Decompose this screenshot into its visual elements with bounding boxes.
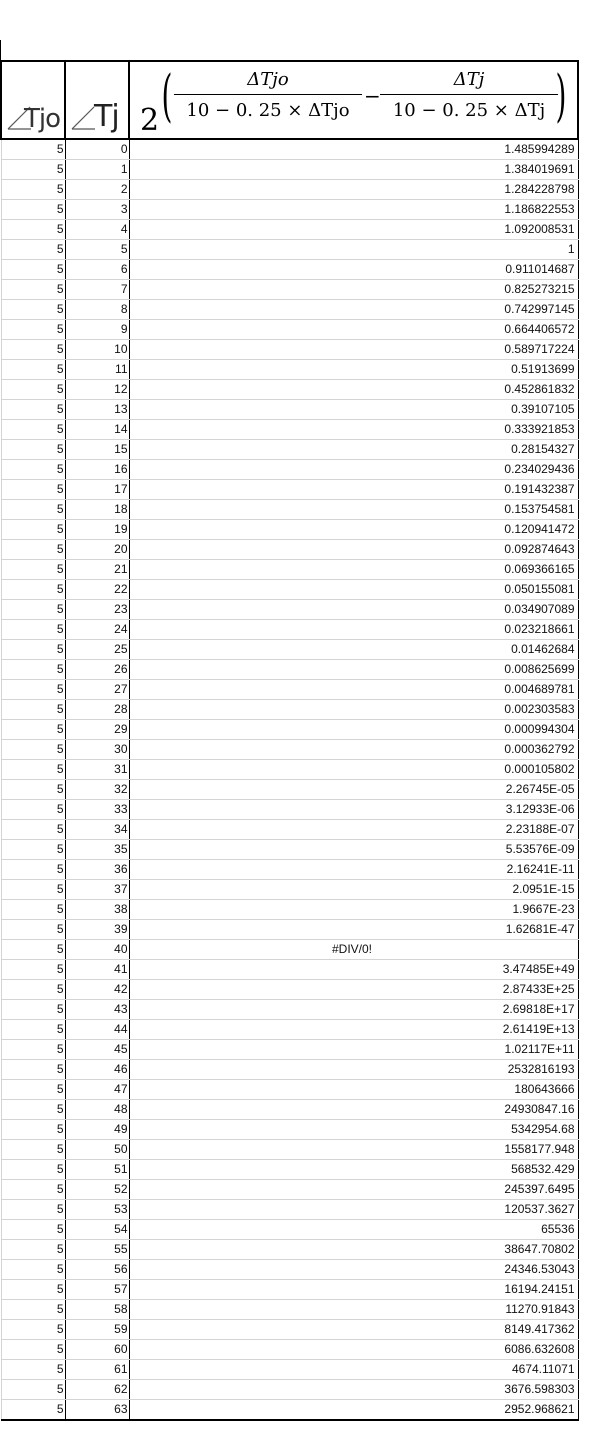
cell-value[interactable]: 180643666 [129,1080,578,1100]
table-row [1,480,578,500]
cell-value[interactable]: 0.28154327 [129,440,578,460]
cell-value[interactable]: 0.069366165 [129,560,578,580]
cell-tjo[interactable]: 5 [1,1000,65,1020]
table-row [1,760,578,780]
cell-value[interactable]: 0.034907089 [129,600,578,620]
cell-tjo[interactable]: 5 [1,980,65,1000]
cell-tj[interactable]: 13 [65,400,129,420]
table-row [1,1220,578,1240]
cell-tj[interactable]: 28 [65,700,129,720]
table-row [1,300,578,320]
cell-value[interactable]: 0.825273215 [129,280,578,300]
cell-tjo[interactable]: 5 [1,139,65,160]
table-row [1,1400,578,1421]
table-row [1,1320,578,1340]
cell-tjo[interactable]: 5 [1,580,65,600]
cell-tj[interactable]: 1 [65,160,129,180]
cell-tj[interactable]: 59 [65,1320,129,1340]
cell-tj[interactable]: 11 [65,360,129,380]
cell-tj[interactable]: 14 [65,420,129,440]
table-row [1,960,578,980]
table-row [1,280,578,300]
cell-tj[interactable]: 15 [65,440,129,460]
formula-left-paren: ( [161,64,173,129]
cell-value[interactable]: 0.191432387 [129,480,578,500]
cell-tj[interactable]: 34 [65,820,129,840]
fraction-1-bar [174,94,362,95]
table-row [1,1260,578,1280]
cell-value[interactable]: 2952.968621 [129,1400,578,1421]
cell-tjo[interactable]: 5 [1,180,65,200]
cell-tj[interactable]: 37 [65,880,129,900]
cell-tjo[interactable]: 5 [1,1040,65,1060]
cell-value[interactable]: 0.092874643 [129,540,578,560]
cell-tj[interactable]: 20 [65,540,129,560]
cell-value[interactable]: 1558177.948 [129,1140,578,1160]
table-row [1,180,578,200]
table-row [1,880,578,900]
cell-tj[interactable]: 40 [65,940,129,960]
table-row [1,260,578,280]
table-row [1,680,578,700]
cell-value[interactable]: 0.000105802 [129,760,578,780]
formula-fraction-2 [380,68,558,123]
cell-tjo[interactable]: 5 [1,920,65,940]
cell-tj[interactable]: 31 [65,760,129,780]
table-row [1,1300,578,1320]
table-row [1,1160,578,1180]
cell-tjo[interactable]: 5 [1,780,65,800]
cell-tjo[interactable]: 5 [1,900,65,920]
cell-value[interactable]: 5342954.68 [129,1120,578,1140]
cell-tj[interactable]: 47 [65,1080,129,1100]
cell-value[interactable]: 120537.3627 [129,1200,578,1220]
cell-tj[interactable]: 57 [65,1280,129,1300]
cell-value[interactable]: 0.004689781 [129,680,578,700]
cell-tjo[interactable]: 5 [1,880,65,900]
cell-tjo[interactable]: 5 [1,320,65,340]
cell-value[interactable]: 3.47485E+49 [129,960,578,980]
table-row [1,380,578,400]
cell-value[interactable]: 5.53576E-09 [129,840,578,860]
table-row [1,1240,578,1260]
table-row [1,139,578,160]
cell-tjo[interactable]: 5 [1,1160,65,1180]
table-row [1,320,578,340]
cell-tj[interactable]: 36 [65,860,129,880]
cell-tjo[interactable]: 5 [1,1140,65,1160]
sheet-edge-line [0,40,1,60]
cell-tjo[interactable]: 5 [1,700,65,720]
cell-value[interactable]: 2532816193 [129,1060,578,1080]
cell-tj[interactable]: 24 [65,620,129,640]
cell-tjo[interactable]: 5 [1,660,65,680]
table-row [1,600,578,620]
cell-tj[interactable]: 61 [65,1360,129,1380]
cell-tj[interactable]: 17 [65,480,129,500]
cell-tjo[interactable]: 5 [1,240,65,260]
cell-tjo[interactable]: 5 [1,1260,65,1280]
cell-tjo[interactable]: 5 [1,860,65,880]
formula-fraction-1 [174,68,362,123]
cell-tjo[interactable]: 5 [1,960,65,980]
cell-tjo[interactable]: 5 [1,280,65,300]
cell-tjo[interactable]: 5 [1,1240,65,1260]
table-row [1,360,578,380]
cell-tjo[interactable]: 5 [1,680,65,700]
formula-right-paren: ) [555,64,567,129]
cell-tj[interactable]: 55 [65,1240,129,1260]
cell-value[interactable]: 6086.632608 [129,1340,578,1360]
cell-tjo[interactable]: 5 [1,160,65,180]
cell-value[interactable]: 1.384019691 [129,160,578,180]
cell-tjo[interactable]: 5 [1,720,65,740]
cell-value[interactable]: 0.742997145 [129,300,578,320]
table-body [1,139,578,1420]
cell-tjo[interactable]: 5 [1,360,65,380]
cell-tjo[interactable]: 5 [1,1180,65,1200]
cell-tjo[interactable]: 5 [1,1120,65,1140]
cell-value[interactable]: 3.12933E-06 [129,800,578,820]
table-row [1,1020,578,1040]
fraction-1-denominator: 10 − 0. 25 × ΔTjo [186,100,350,121]
cell-value[interactable]: 24930847.16 [129,1100,578,1120]
cell-value[interactable]: 0.023218661 [129,620,578,640]
cell-value[interactable]: 2.16241E-11 [129,860,578,880]
cell-tj[interactable]: 3 [65,200,129,220]
table-row [1,1200,578,1220]
cell-tjo[interactable]: 5 [1,560,65,580]
table-row [1,1060,578,1080]
cell-tjo[interactable]: 5 [1,940,65,960]
cell-tjo[interactable]: 5 [1,540,65,560]
cell-tj[interactable]: 52 [65,1180,129,1200]
cell-value[interactable]: 0.664406572 [129,320,578,340]
cell-tj[interactable]: 21 [65,560,129,580]
delta-triangle-icon [70,106,96,130]
cell-tjo[interactable]: 5 [1,600,65,620]
table-row [1,460,578,480]
cell-tjo[interactable]: 5 [1,520,65,540]
cell-tjo[interactable]: 5 [1,1020,65,1040]
cell-tjo[interactable]: 5 [1,1380,65,1400]
cell-tj[interactable]: 54 [65,1220,129,1240]
cell-tj[interactable]: 5 [65,240,129,260]
table-row [1,420,578,440]
cell-tjo[interactable]: 5 [1,740,65,760]
table-row [1,1140,578,1160]
cell-tjo[interactable]: 5 [1,840,65,860]
table-row [1,160,578,180]
cell-value[interactable]: 0.153754581 [129,500,578,520]
cell-tj[interactable]: 0 [65,139,129,160]
cell-value[interactable]: 1.485994289 [129,139,578,160]
cell-tjo[interactable]: 5 [1,260,65,280]
cell-tjo[interactable]: 5 [1,820,65,840]
formula-expression [130,62,577,138]
cell-tj[interactable]: 33 [65,800,129,820]
table-row [1,1280,578,1300]
table-row [1,240,578,260]
cell-tj[interactable]: 12 [65,380,129,400]
cell-tj[interactable]: 16 [65,460,129,480]
table-row [1,560,578,580]
cell-tjo[interactable]: 5 [1,640,65,660]
cell-value[interactable]: 0.01462684 [129,640,578,660]
table-row [1,1100,578,1120]
cell-value[interactable]: 0.39107105 [129,400,578,420]
table-row [1,520,578,540]
fraction-2-numerator: ΔTj [453,69,485,90]
cell-value[interactable]: 0.002303583 [129,700,578,720]
cell-tjo[interactable]: 5 [1,1320,65,1340]
table-row [1,1000,578,1020]
cell-value[interactable]: 38647.70802 [129,1240,578,1260]
table-row [1,1080,578,1100]
cell-tj[interactable]: 26 [65,660,129,680]
cell-value[interactable]: 0.234029436 [129,460,578,480]
table-row [1,980,578,1000]
cell-value[interactable]: 0.589717224 [129,340,578,360]
cell-tjo[interactable]: 5 [1,1080,65,1100]
cell-tj[interactable]: 25 [65,640,129,660]
cell-tj[interactable]: 35 [65,840,129,860]
cell-tjo[interactable]: 5 [1,1300,65,1320]
cell-tj[interactable]: 18 [65,500,129,520]
table-row [1,1180,578,1200]
table-row [1,780,578,800]
cell-tj[interactable]: 62 [65,1380,129,1400]
table-row [1,540,578,560]
cell-value[interactable]: 1.186822553 [129,200,578,220]
cell-tj[interactable]: 6 [65,260,129,280]
cell-value[interactable]: 2.61419E+13 [129,1020,578,1040]
cell-value[interactable]: 0.050155081 [129,580,578,600]
cell-tj[interactable]: 30 [65,740,129,760]
cell-tj[interactable]: 8 [65,300,129,320]
cell-value[interactable]: 24346.53043 [129,1260,578,1280]
cell-tj[interactable]: 56 [65,1260,129,1280]
fraction-2-bar [380,94,558,95]
cell-value[interactable]: 0.000994304 [129,720,578,740]
cell-tj[interactable]: 7 [65,280,129,300]
spreadsheet-table [0,60,579,1421]
table-row [1,1120,578,1140]
cell-tjo[interactable]: 5 [1,440,65,460]
cell-tjo[interactable]: 5 [1,1060,65,1080]
table-row [1,220,578,240]
table-row [1,620,578,640]
header-tjo[interactable] [1,61,65,139]
cell-tjo[interactable]: 5 [1,800,65,820]
cell-value[interactable]: 1.9667E-23 [129,900,578,920]
table-row [1,500,578,520]
table-row [1,860,578,880]
cell-tjo[interactable]: 5 [1,1340,65,1360]
cell-tj[interactable]: 38 [65,900,129,920]
cell-value[interactable]: 0.333921853 [129,420,578,440]
fraction-2-denominator: 10 − 0. 25 × ΔTj [392,100,546,121]
cell-tjo[interactable]: 5 [1,500,65,520]
cell-value[interactable]: 2.0951E-15 [129,880,578,900]
cell-tj[interactable]: 51 [65,1160,129,1180]
cell-tj[interactable]: 53 [65,1200,129,1220]
cell-tj[interactable]: 49 [65,1120,129,1140]
cell-value[interactable]: 0.51913699 [129,360,578,380]
cell-value[interactable]: 245397.6495 [129,1180,578,1200]
cell-tj[interactable]: 63 [65,1400,129,1421]
cell-value[interactable]: 0.120941472 [129,520,578,540]
cell-tjo[interactable]: 5 [1,1360,65,1380]
table-row [1,400,578,420]
cell-tj[interactable]: 2 [65,180,129,200]
cell-tj[interactable]: 4 [65,220,129,240]
cell-tj[interactable]: 44 [65,1020,129,1040]
table-row [1,440,578,460]
table-row [1,900,578,920]
cell-value[interactable]: 2.87433E+25 [129,980,578,1000]
cell-value[interactable]: 11270.91843 [129,1300,578,1320]
table-row [1,820,578,840]
formula-base: 2 [140,103,160,138]
cell-tj[interactable]: 9 [65,320,129,340]
cell-value[interactable]: 1.092008531 [129,220,578,240]
cell-tjo[interactable]: 5 [1,760,65,780]
cell-tj[interactable]: 39 [65,920,129,940]
cell-tjo[interactable]: 5 [1,480,65,500]
cell-tj[interactable]: 19 [65,520,129,540]
table-row [1,640,578,660]
cell-value[interactable]: 1.02117E+11 [129,1040,578,1060]
cell-tjo[interactable]: 5 [1,620,65,640]
cell-value[interactable]: 1.284228798 [129,180,578,200]
header-tj-label: Tj [94,99,119,134]
formula-minus: − [364,84,381,108]
cell-value[interactable]: 65536 [129,1220,578,1240]
header-tj[interactable] [65,61,129,139]
cell-tj[interactable]: 10 [65,340,129,360]
cell-tjo[interactable]: 5 [1,1220,65,1240]
table-row [1,920,578,940]
cell-value[interactable]: 8149.417362 [129,1320,578,1340]
cell-tj[interactable]: 29 [65,720,129,740]
cell-tjo[interactable]: 5 [1,1400,65,1421]
table-row [1,580,578,600]
cell-tjo[interactable]: 5 [1,200,65,220]
fraction-1-numerator: ΔTjo [247,69,289,90]
cell-value[interactable]: 2.23188E-07 [129,820,578,840]
cell-tjo[interactable]: 5 [1,1200,65,1220]
cell-tj[interactable]: 22 [65,580,129,600]
cell-tj[interactable]: 43 [65,1000,129,1020]
cell-tj[interactable]: 48 [65,1100,129,1120]
cell-tjo[interactable]: 5 [1,1280,65,1300]
cell-tj[interactable]: 45 [65,1040,129,1060]
cell-value-error[interactable]: #DIV/0! [129,940,578,960]
cell-value[interactable]: 0.008625699 [129,660,578,680]
cell-tjo[interactable]: 5 [1,380,65,400]
table-row [1,1360,578,1380]
table-row [1,1340,578,1360]
table-row [1,660,578,680]
table-row [1,840,578,860]
cell-value[interactable]: 0.452861832 [129,380,578,400]
header-tjo-label: Tjo [24,104,61,134]
cell-tj[interactable]: 60 [65,1340,129,1360]
cell-value[interactable]: 568532.429 [129,1160,578,1180]
cell-value[interactable]: 16194.24151 [129,1280,578,1300]
cell-value[interactable]: 1 [129,240,578,260]
cell-tj[interactable]: 41 [65,960,129,980]
cell-value[interactable]: 0.911014687 [129,260,578,280]
cell-tj[interactable]: 23 [65,600,129,620]
table-row [1,200,578,220]
cell-tjo[interactable]: 5 [1,340,65,360]
cell-tjo[interactable]: 5 [1,460,65,480]
header-row [1,61,578,139]
cell-tj[interactable]: 58 [65,1300,129,1320]
table-row [1,720,578,740]
cell-tj[interactable]: 27 [65,680,129,700]
cell-tjo[interactable]: 5 [1,300,65,320]
cell-tj[interactable]: 42 [65,980,129,1000]
cell-tj[interactable]: 50 [65,1140,129,1160]
cell-tjo[interactable]: 5 [1,220,65,240]
cell-value[interactable]: 2.26745E-05 [129,780,578,800]
cell-value[interactable]: 4674.11071 [129,1360,578,1380]
cell-value[interactable]: 3676.598303 [129,1380,578,1400]
table-row [1,800,578,820]
cell-tjo[interactable]: 5 [1,420,65,440]
cell-tj[interactable]: 46 [65,1060,129,1080]
cell-tjo[interactable]: 5 [1,400,65,420]
table-row [1,1380,578,1400]
table-row [1,940,578,960]
cell-value[interactable]: 2.69818E+17 [129,1000,578,1020]
cell-value[interactable]: 0.000362792 [129,740,578,760]
table-row [1,700,578,720]
cell-tj[interactable]: 32 [65,780,129,800]
cell-tjo[interactable]: 5 [1,1100,65,1120]
header-formula[interactable] [129,61,578,139]
table-row [1,340,578,360]
table-row [1,1040,578,1060]
cell-value[interactable]: 1.62681E-47 [129,920,578,940]
table-row [1,740,578,760]
